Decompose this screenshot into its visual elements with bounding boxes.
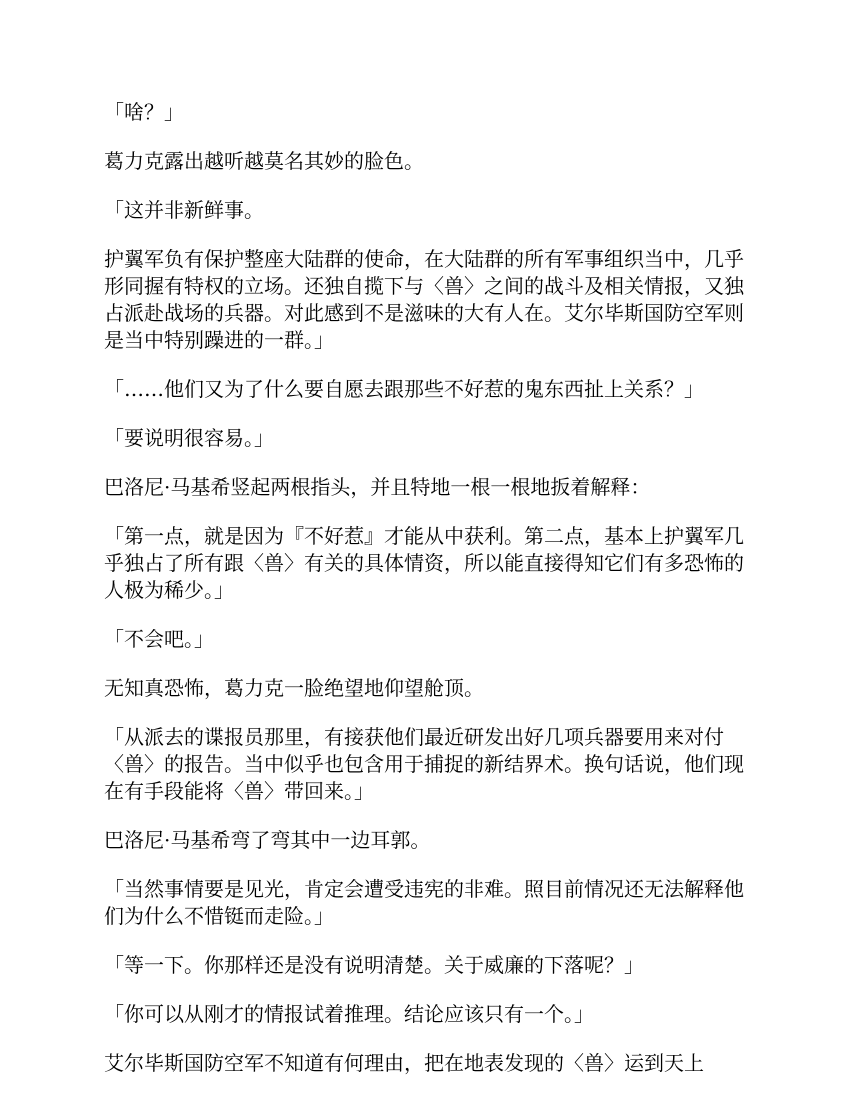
paragraph-9: 「不会吧。」 — [104, 627, 214, 651]
paragraph-3: 「这并非新鲜事。 — [104, 198, 264, 222]
paragraph-2: 葛力克露出越听越莫名其妙的脸色。 — [104, 149, 424, 173]
paragraph-5: 「……他们又为了什么要自愿去跟那些不好惹的鬼东西扯上关系？」 — [104, 377, 704, 401]
paragraph-8: 「第一点，就是因为『不好惹』才能从中获利。第二点，基本上护翼军几乎独占了所有跟〈兽〉有关的具体情资，所以能直接得知它们有多恐怖的人极为稀少。」 — [104, 524, 744, 602]
paragraph-4: 护翼军负有保护整座大陆群的使命，在大陆群的所有军事组织当中，几乎形同握有特权的立场。还独自揽下与〈兽〉之间的战斗及相关情报，又独占派赴战场的兵器。对此感到不是滋味的大有人在。艾尔毕斯国防空军则是当中特别躁进的一群。」 — [104, 247, 744, 352]
paragraph-16: 艾尔毕斯国防空军不知道有何理由，把在地表发现的〈兽〉运到天上 — [104, 1051, 704, 1075]
paragraph-10: 无知真恐怖，葛力克一脸绝望地仰望舱顶。 — [104, 676, 484, 700]
paragraph-12: 巴洛尼·马基希弯了弯其中一边耳郭。 — [104, 828, 431, 852]
paragraph-11: 「从派去的谍报员那里，有接获他们最近研发出好几项兵器要用来对付〈兽〉的报告。当中似乎也包含用于捕捉的新结界术。换句话说，他们现在有手段能将〈兽〉带回来。」 — [104, 725, 744, 803]
paragraph-7: 巴洛尼·马基希竖起两根指头，并且特地一根一根地扳着解释： — [104, 475, 651, 499]
paragraph-14: 「等一下。你那样还是没有说明清楚。关于威廉的下落呢？」 — [104, 953, 644, 977]
paragraph-15: 「你可以从刚才的情报试着推理。结论应该只有一个。」 — [104, 1002, 594, 1026]
paragraph-6: 「要说明很容易。」 — [104, 426, 274, 450]
paragraph-1: 「啥？」 — [104, 100, 184, 124]
paragraph-13: 「当然事情要是见光，肯定会遭受违宪的非难。照目前情况还无法解释他们为什么不惜铤而走险。」 — [104, 877, 744, 928]
